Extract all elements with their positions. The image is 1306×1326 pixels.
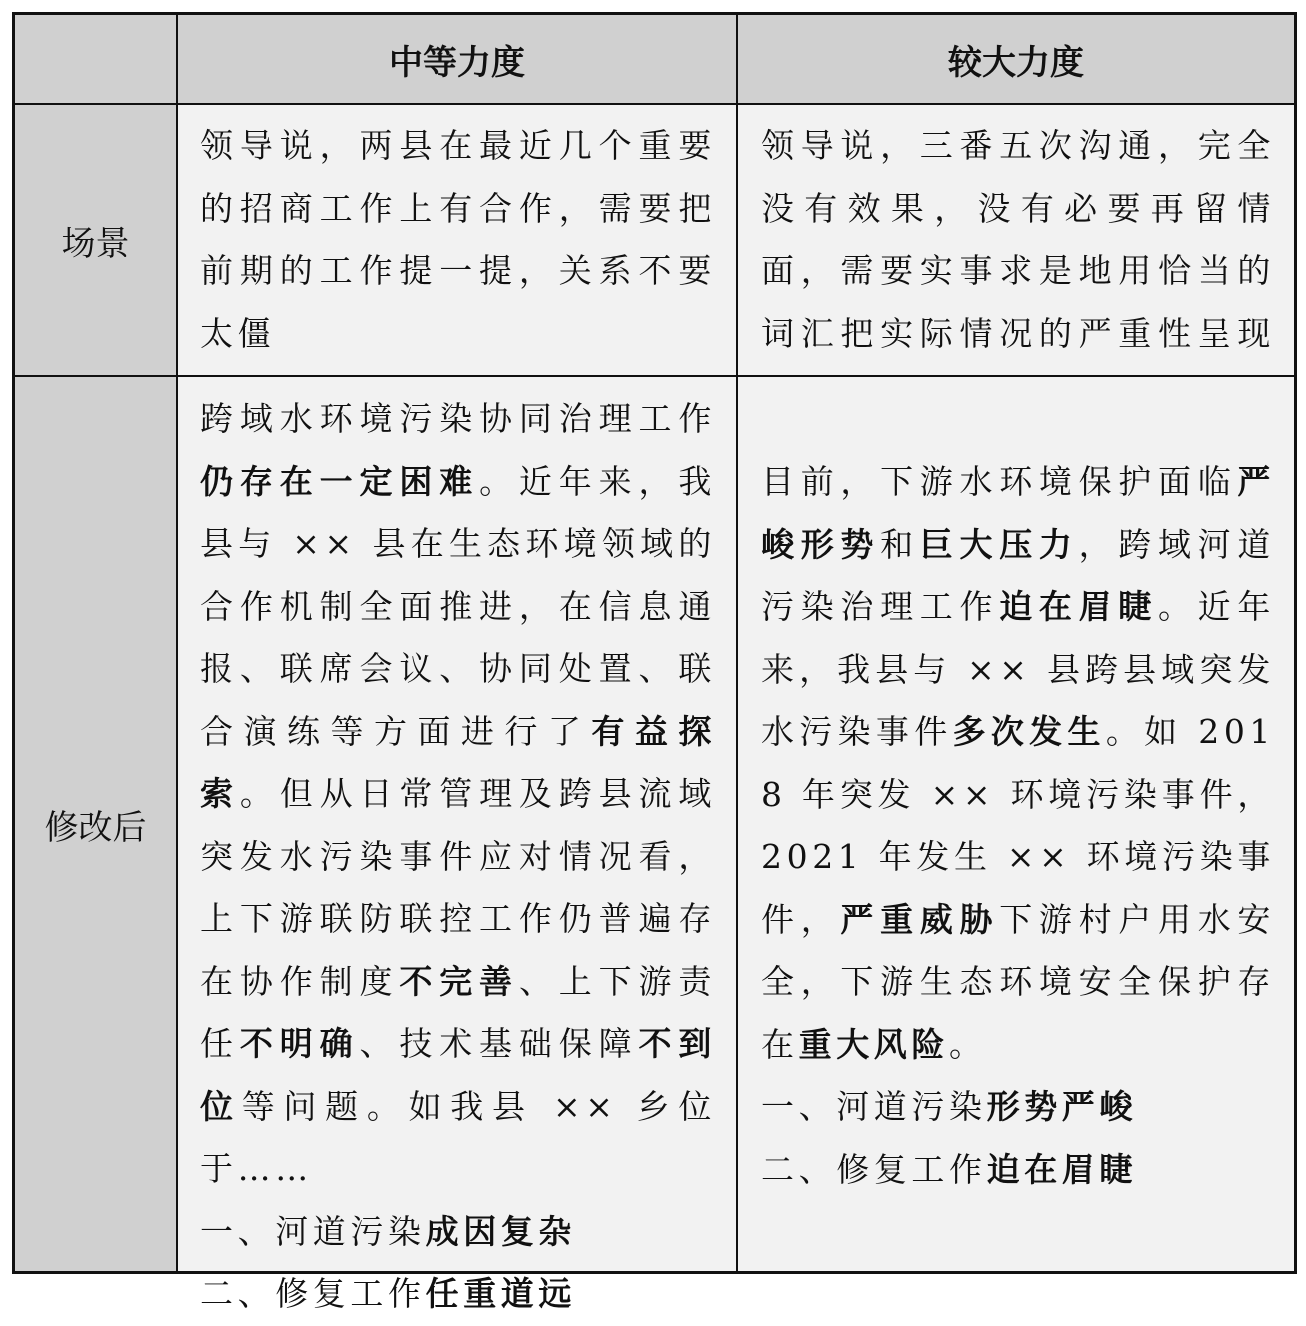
row-divider-1 — [15, 103, 1294, 105]
header-strong-cell — [738, 15, 1294, 103]
header-moderate-label: 中等力度 — [389, 42, 525, 83]
summary-point — [200, 1201, 716, 1264]
rich-paragraph — [761, 451, 1275, 1076]
row-label-scene: 场景 — [61, 223, 130, 264]
body-text: 跨域水环境污染协同治理工作 — [200, 399, 716, 438]
summary-point — [761, 1076, 1275, 1139]
scene-strong-text: 领导说，三番五次沟通，完全没有效果，没有必要再留情面，需要实事求是地用恰当的词汇把实际情况的严重性呈现 — [761, 126, 1275, 353]
header-strong-label: 较大力度 — [948, 42, 1084, 83]
row-divider-2 — [15, 375, 1294, 377]
emphasis-text: 严峻形势 — [761, 462, 1275, 564]
revised-strong-cell — [738, 377, 1294, 1271]
body-text: 。如 2018 年突发 ×× 环境污染事件，2021 年发生 ×× 环境污染事件， — [761, 712, 1276, 939]
row-label-revised: 修改后 — [44, 807, 147, 848]
body-text: 、技术基础保障 — [359, 1024, 639, 1063]
rich-paragraph — [200, 388, 716, 1201]
summary-point-prefix: 一、河道污染 — [761, 1087, 987, 1126]
body-text: 和 — [880, 524, 920, 564]
summary-point-emphasis: 任重道远 — [425, 1274, 577, 1313]
scene-moderate-text: 领导说，两县在最近几个重要的招商工作上有合作，需要把前期的工作提一提，关系不要太僵 — [200, 126, 716, 353]
body-text: 、上下游责任 — [200, 961, 716, 1063]
revised-moderate-text — [200, 388, 716, 1326]
body-text: 下游村户用水安全，下游生态环境安全保护存在 — [761, 899, 1275, 1064]
body-text: 。 — [949, 1024, 987, 1064]
column-divider-1 — [176, 15, 178, 1271]
revised-moderate-cell — [178, 377, 736, 1313]
emphasis-text: 多次发生 — [952, 712, 1106, 751]
summary-point-prefix: 二、修复工作 — [761, 1149, 987, 1189]
summary-point-emphasis: 形势严峻 — [986, 1087, 1138, 1126]
revised-strong-text — [761, 451, 1275, 1201]
emphasis-text: 不完善 — [399, 961, 519, 1001]
body-text: 。近年来，我县与 ×× 县在生态环境领域的合作机制全面推进，在信息通报、联席会议、协同处置、联合演练等方面进行了 — [200, 461, 716, 751]
emphasis-text: 仍存在一定困难 — [200, 461, 480, 501]
row-label-revised-cell — [15, 377, 176, 1271]
summary-point — [761, 1139, 1275, 1202]
body-text: 等问题。如我县 ×× 乡位于…… — [200, 1086, 716, 1188]
emphasis-text: 严重威胁 — [840, 899, 1000, 939]
emphasis-text: 不到位 — [200, 1024, 716, 1126]
summary-point-prefix: 一、河道污染 — [200, 1211, 426, 1251]
emphasis-text: 重大风险 — [798, 1024, 950, 1064]
emphasis-text: 有益探索 — [200, 711, 716, 813]
column-divider-2 — [736, 15, 738, 1271]
header-moderate-cell — [178, 15, 736, 103]
emphasis-text: 巨大压力 — [919, 524, 1079, 564]
emphasis-text: 不明确 — [239, 1024, 360, 1063]
comparison-table — [12, 12, 1297, 1313]
summary-point — [200, 1263, 716, 1326]
scene-moderate-cell — [178, 105, 736, 375]
body-text: 。但从日常管理及跨县流域突发水污染事件应对情况看，上下游联防联控工作仍普遍存在协作制度 — [200, 774, 716, 1001]
row-label-scene-cell — [15, 105, 176, 375]
body-text: 目前，下游水环境保护面临 — [761, 462, 1238, 501]
scene-strong-cell — [738, 105, 1294, 375]
emphasis-text: 迫在眉睫 — [999, 587, 1158, 626]
summary-point-emphasis: 成因复杂 — [425, 1211, 577, 1251]
summary-point-emphasis: 迫在眉睫 — [986, 1149, 1138, 1189]
body-text: 。近年来，我县与 ×× 县跨县域突发水污染事件 — [761, 587, 1275, 751]
header-corner-cell — [15, 15, 176, 103]
summary-point-prefix: 二、修复工作 — [200, 1274, 426, 1313]
body-text: ，跨域河道污染治理工作 — [761, 524, 1275, 626]
